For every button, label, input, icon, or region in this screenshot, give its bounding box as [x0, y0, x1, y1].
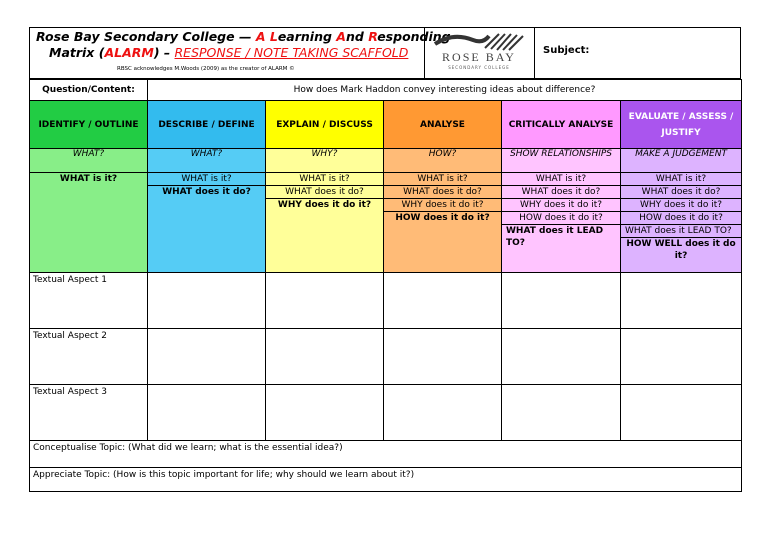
prompt-identify: WHAT?	[30, 149, 148, 173]
note-cell[interactable]	[502, 329, 621, 385]
questions-explain	[266, 173, 384, 273]
title-cell	[29, 27, 451, 79]
note-cell[interactable]	[621, 329, 742, 385]
aspect-row-3	[30, 385, 742, 441]
alarm-matrix	[29, 79, 742, 492]
prompt-describe: WHAT?	[148, 149, 266, 173]
prompt-explain: WHY?	[266, 149, 384, 173]
aspect-row-2	[30, 329, 742, 385]
question-item: HOW does it do it?	[621, 212, 741, 225]
heading-evaluate: EVALUATE / ASSESS / JUSTIFY	[621, 101, 742, 149]
note-cell[interactable]	[384, 273, 502, 329]
appreciate-topic[interactable]: Appreciate Topic: (How is this topic important for life; why should we learn about it?)	[30, 468, 742, 492]
question-label: Question/Content:	[30, 80, 148, 101]
question-item: HOW does it do it?	[395, 213, 490, 223]
question-item: WHAT is it?	[502, 173, 620, 186]
question-item: WHAT does it do?	[384, 186, 501, 199]
heading-explain: EXPLAIN / DISCUSS	[266, 101, 384, 149]
note-cell[interactable]	[621, 385, 742, 441]
logo-sub: SECONDARY COLLEGE	[448, 65, 510, 70]
question-item: WHAT does it do?	[621, 186, 741, 199]
question-item: WHY does it do it?	[277, 200, 372, 210]
heading-row	[30, 101, 742, 149]
question-item: HOW WELL does it do it?	[626, 239, 736, 261]
question-item: WHAT is it?	[59, 174, 118, 184]
question-item: WHAT does it do?	[502, 186, 620, 199]
heading-critically-analyse: CRITICALLY ANALYSE	[502, 101, 621, 149]
question-item: WHY does it do it?	[384, 199, 501, 212]
wave-icon	[433, 30, 525, 52]
question-item: WHAT is it?	[621, 173, 741, 186]
questions-describe	[148, 173, 266, 273]
question-item: WHY does it do it?	[621, 199, 741, 212]
appreciate-row	[30, 468, 742, 492]
note-cell[interactable]	[384, 385, 502, 441]
question-text[interactable]: How does Mark Haddon convey interesting ideas about difference?	[148, 80, 742, 101]
question-item: WHAT is it?	[266, 173, 383, 186]
note-cell[interactable]	[266, 273, 384, 329]
prompt-analyse: HOW?	[384, 149, 502, 173]
questions-evaluate	[621, 173, 742, 273]
aspect-label-3: Textual Aspect 3	[30, 385, 148, 441]
question-item: WHAT does it LEAD TO?	[506, 226, 604, 248]
questions-identify	[30, 173, 148, 273]
heading-describe: DESCRIBE / DEFINE	[148, 101, 266, 149]
question-item: WHY does it do it?	[502, 199, 620, 212]
guiding-questions-row	[30, 173, 742, 273]
note-cell[interactable]	[502, 273, 621, 329]
note-cell[interactable]	[502, 385, 621, 441]
heading-identify: IDENTIFY / OUTLINE	[30, 101, 148, 149]
note-cell[interactable]	[384, 329, 502, 385]
conceptualise-topic[interactable]: Conceptualise Topic: (What did we learn; what is the essential idea?)	[30, 441, 742, 468]
question-item: WHAT is it?	[148, 173, 265, 186]
aspect-label-1: Textual Aspect 1	[30, 273, 148, 329]
question-item: WHAT does it LEAD TO?	[621, 225, 741, 238]
note-cell[interactable]	[266, 329, 384, 385]
logo-name: ROSE BAY	[442, 50, 516, 64]
note-cell[interactable]	[148, 273, 266, 329]
note-cell[interactable]	[148, 385, 266, 441]
title-line-2: Matrix (ALARM) – RESPONSE / NOTE TAKING SCAFFOLD	[49, 45, 409, 60]
question-item: WHAT does it do?	[162, 187, 251, 197]
heading-analyse: ANALYSE	[384, 101, 502, 149]
logo-cell	[425, 27, 535, 79]
note-cell[interactable]	[621, 273, 742, 329]
subject-label: Subject:	[543, 45, 590, 56]
aspect-row-1	[30, 273, 742, 329]
note-cell[interactable]	[148, 329, 266, 385]
question-item: WHAT does it do?	[266, 186, 383, 199]
note-cell[interactable]	[266, 385, 384, 441]
prompt-critically-analyse: SHOW RELATIONSHIPS	[502, 149, 621, 173]
aspect-label-2: Textual Aspect 2	[30, 329, 148, 385]
question-item: WHAT is it?	[384, 173, 501, 186]
acknowledgement: RBSC acknowledges M.Woods (2009) as the creator of ALARM ©	[117, 66, 295, 72]
rose-bay-logo	[433, 30, 525, 74]
prompt-evaluate: MAKE A JUDGEMENT	[621, 149, 742, 173]
conceptualise-row	[30, 441, 742, 468]
questions-critically-analyse	[502, 173, 621, 273]
question-row	[30, 80, 742, 101]
questions-analyse	[384, 173, 502, 273]
prompt-row	[30, 149, 742, 173]
title-line-1: Rose Bay Secondary College — A Learning And Responding	[36, 29, 451, 44]
question-item: HOW does it do it?	[502, 212, 620, 225]
